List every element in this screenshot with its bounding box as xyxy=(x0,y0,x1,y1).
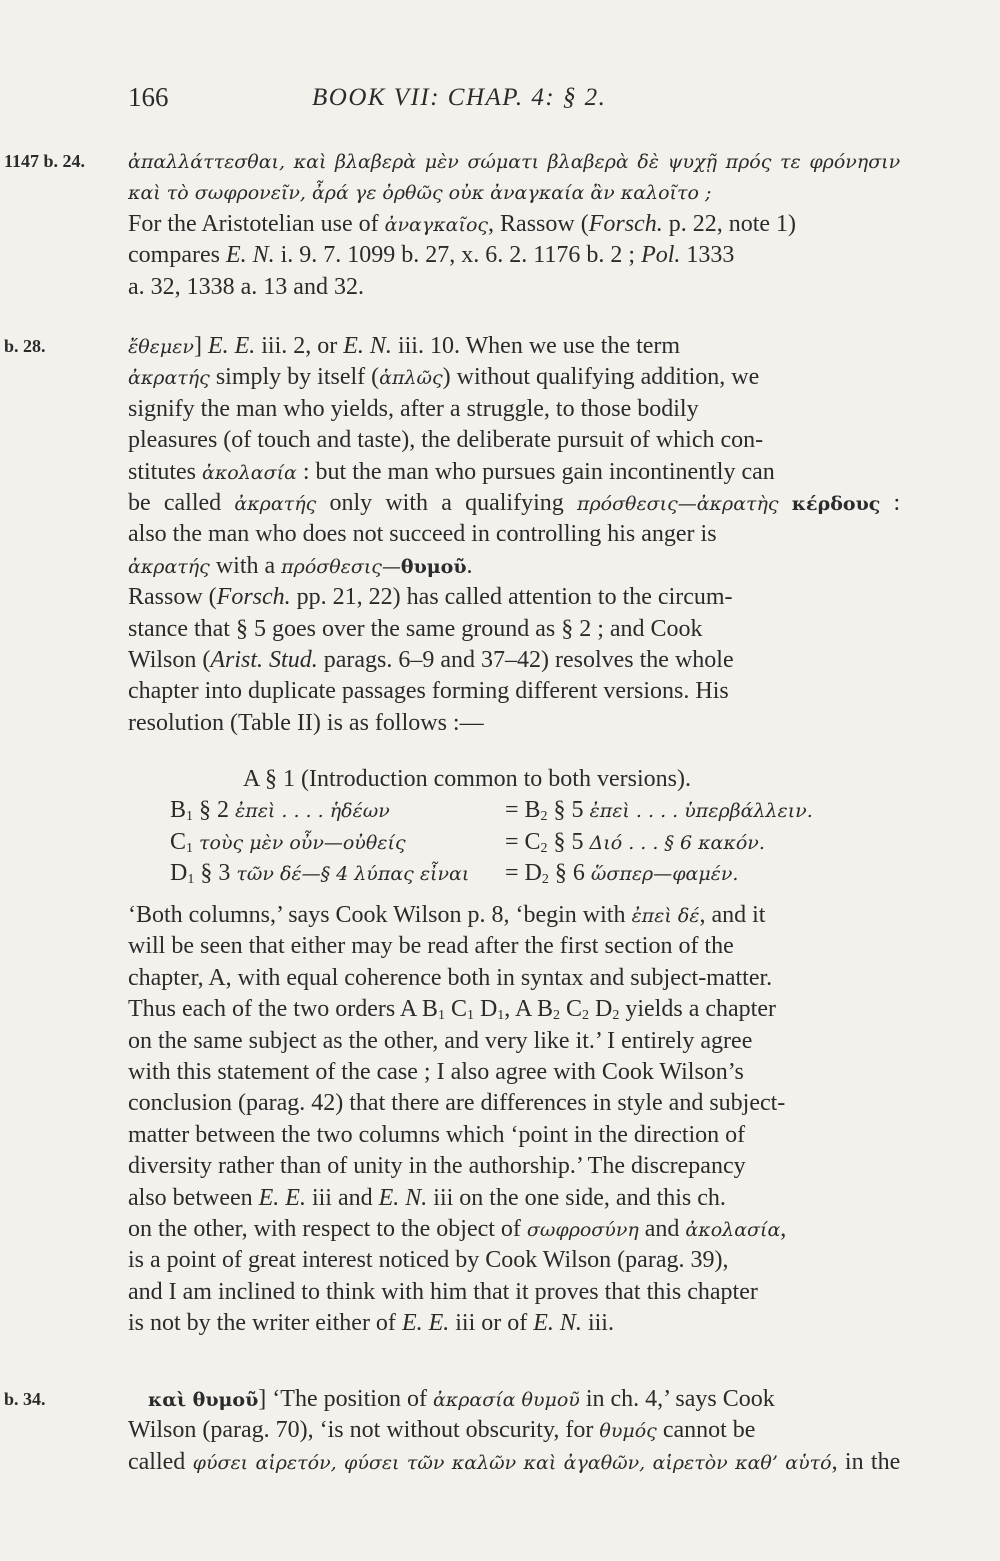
subscript: 1 xyxy=(497,1008,505,1024)
text-line xyxy=(128,708,484,738)
text-span: called xyxy=(128,1448,193,1475)
text-span: D xyxy=(589,996,613,1023)
text-line xyxy=(128,240,734,270)
line-reference: b. 28. xyxy=(4,336,46,356)
text-span: with a xyxy=(209,552,282,579)
text-line xyxy=(128,1447,900,1478)
table-row xyxy=(0,795,1000,825)
text-span: pleasures (of touch and taste), the deliberate pursuit of which con- xyxy=(128,427,764,454)
text-span: = C xyxy=(505,828,541,855)
text-span: 1333 xyxy=(680,242,735,269)
text-line xyxy=(128,1277,758,1307)
text-line xyxy=(128,582,733,612)
text-span: § 3 xyxy=(194,860,237,887)
text-span: will be seen that either may be read after the first section of the xyxy=(128,933,734,960)
text-line xyxy=(128,551,473,582)
text-span: cannot be xyxy=(656,1417,756,1444)
text-span: is a point of great interest noticed by Cook Wilson (parag. 39), xyxy=(128,1247,729,1274)
text-line xyxy=(128,177,711,208)
text-span: D xyxy=(170,860,188,887)
greek-text: ἀναγκαῖος xyxy=(384,213,489,236)
subscript: 2 xyxy=(582,1008,590,1024)
subscript: 1 xyxy=(187,872,195,888)
text-span: iii. 2, or xyxy=(255,333,344,359)
text-span: For the Aristotelian use of xyxy=(128,210,385,237)
text-span: D xyxy=(473,996,498,1023)
text-line xyxy=(128,676,729,706)
text-span: p. 22, note 1) xyxy=(662,210,797,237)
text-span: with this statement of the case ; I also agree with Cook Wilson’s xyxy=(128,1059,744,1085)
text-line xyxy=(128,963,772,993)
greek-text: ἀκολασία xyxy=(685,1219,781,1241)
text-span: a. 32, 1338 a. 13 and 32. xyxy=(128,273,364,300)
italic-text: E. N. xyxy=(225,242,275,269)
text-span: iii or of xyxy=(449,1310,534,1337)
subscript: 1 xyxy=(466,1008,474,1024)
text-span: compares xyxy=(128,242,226,269)
text-span: ] xyxy=(193,333,208,359)
text-span: stitutes xyxy=(128,458,203,485)
text-span: diversity rather than of unity in the authorship.’ The discrepancy xyxy=(128,1153,746,1180)
text-line xyxy=(128,488,900,519)
text-span: iii on the one side, and this ch. xyxy=(427,1184,726,1211)
italic-text: E. E. xyxy=(207,333,256,359)
greek-text: ἀκρασία θυμοῦ xyxy=(432,1389,580,1411)
greek-text: τῶν δέ—§ 4 λύπας εἶναι xyxy=(236,863,470,886)
text-span: and xyxy=(638,1216,686,1242)
text-span: in ch. 4,’ says Cook xyxy=(579,1386,775,1412)
text-span: chapter into duplicate passages forming different versions. His xyxy=(128,678,729,705)
greek-text: πρόσθεσις—ἀκρατὴς xyxy=(576,493,779,515)
text-span: ‘Both columns,’ says Cook Wilson p. 8, ‘begin with xyxy=(128,902,632,928)
text-line xyxy=(128,1245,728,1275)
text-span: = B xyxy=(505,797,541,824)
text-span: simply by itself ( xyxy=(209,364,380,391)
text-span: C xyxy=(444,996,467,1023)
text-line xyxy=(128,1308,614,1338)
text-span: resolution (Table II) is as follows :— xyxy=(128,709,484,736)
text-span: Wilson (parag. 70), ‘is not without obscurity, for xyxy=(128,1417,600,1444)
line-reference: 1147 b. 24. xyxy=(4,151,86,171)
text-span: only with a qualifying xyxy=(316,490,577,516)
text-span: § 5 xyxy=(547,797,590,824)
text-span: C xyxy=(560,996,583,1023)
text-span: pp. 21, 22) has called attention to the circum- xyxy=(290,584,733,611)
line-reference: b. 34. xyxy=(4,1389,46,1409)
text-line xyxy=(128,1088,785,1118)
text-span: : xyxy=(880,490,901,516)
table-cell-right xyxy=(505,858,738,895)
running-header xyxy=(0,82,1000,122)
text-span: . xyxy=(466,552,473,579)
text-line xyxy=(128,425,763,455)
italic-text: E. N. xyxy=(343,333,392,359)
greek-bold-text: θυμοῦ xyxy=(400,555,467,578)
text-line xyxy=(128,1214,786,1245)
greek-text: ὥσπερ—φαμέν. xyxy=(590,863,739,886)
subscript: 1 xyxy=(437,1008,445,1024)
table-row xyxy=(0,827,1000,857)
text-span: on the same subject as the other, and very like it.’ I entirely agree xyxy=(128,1027,753,1054)
text-span: § 6 xyxy=(548,860,591,887)
text-line xyxy=(128,1057,744,1087)
text-span: i. 9. 7. 1099 b. 27, x. 6. 2. 1176 b. 2 ; xyxy=(274,242,642,269)
text-line xyxy=(148,1384,775,1415)
text-span: parags. 6–9 and 37–42) resolves the whole xyxy=(317,647,734,673)
text-line xyxy=(128,457,775,488)
text-span: also between xyxy=(128,1184,259,1211)
greek-text: ἔθεμεν xyxy=(128,336,194,358)
greek-bold-text: καὶ θυμοῦ xyxy=(148,1389,259,1411)
greek-text: πρόσθεσις— xyxy=(281,555,401,578)
italic-text: E. N. xyxy=(378,1184,428,1211)
text-span: , Rassow ( xyxy=(488,210,589,237)
text-span: conclusion (parag. 42) that there are differences in style and subject- xyxy=(128,1090,786,1117)
text-span: signify the man who yields, after a struggle, to those bodily xyxy=(128,395,699,422)
subscript: 1 xyxy=(186,840,194,856)
text-span: stance that § 5 goes over the same ground as § 2 ; and Cook xyxy=(128,615,703,642)
text-span: iii and xyxy=(305,1184,379,1211)
subscript: 2 xyxy=(540,809,548,825)
greek-text: ἀπαλλάττεσθαι, καὶ βλαβερὰ μὲν σώματι βλαβερὰ δὲ ψυχῇ πρός τε φρόνησιν xyxy=(128,151,901,173)
page-number: 166 xyxy=(128,82,169,112)
text-span: ) without qualifying addition, we xyxy=(442,364,760,391)
text-line xyxy=(128,645,734,675)
text-span: iii. 10. When we use the term xyxy=(391,333,681,359)
text-span: : but the man who pursues gain incontinently can xyxy=(296,458,775,485)
subscript: 2 xyxy=(540,840,548,856)
text-span: is not by the writer either of xyxy=(128,1310,402,1337)
table-cell-left xyxy=(170,858,469,895)
italic-text: Pol. xyxy=(641,242,681,269)
text-line xyxy=(128,1151,746,1181)
text-span: also the man who does not succeed in controlling his anger is xyxy=(128,521,717,548)
text-line xyxy=(128,900,765,931)
text-span: , A B xyxy=(504,996,553,1023)
text-line xyxy=(128,1120,745,1150)
greek-bold-text: κέρδους xyxy=(791,493,881,515)
text-span: Thus each of the two orders A B xyxy=(128,996,438,1023)
text-line xyxy=(128,362,759,393)
text-span: , xyxy=(780,1216,787,1242)
text-span: and I am inclined to think with him that it proves that this chapter xyxy=(128,1278,758,1305)
text-line xyxy=(128,146,900,177)
text-span: C xyxy=(170,828,187,855)
text-span: yields a chapter xyxy=(619,996,776,1023)
greek-text: τοὺς μὲν οὖν—οὐθείς xyxy=(199,831,406,854)
text-span: iii. xyxy=(581,1310,614,1337)
text-line xyxy=(128,331,680,362)
greek-text: ἀκολασία xyxy=(202,461,297,484)
text-line xyxy=(128,1026,752,1056)
text-line xyxy=(128,272,364,302)
text-span: § 2 xyxy=(193,797,236,824)
running-title: BOOK VII: CHAP. 4: § 2. xyxy=(312,84,607,111)
greek-text: ἐπεὶ δέ xyxy=(631,905,700,927)
greek-text: σωφροσύνη xyxy=(526,1219,639,1241)
greek-text: Διό . . . § 6 κακόν. xyxy=(589,831,765,854)
text-span: matter between the two columns which ‘point in the direction of xyxy=(128,1121,746,1148)
text-span: be called xyxy=(128,490,235,516)
italic-text: E. N. xyxy=(533,1310,582,1337)
text-span: , and it xyxy=(699,902,766,928)
text-line xyxy=(128,1415,755,1446)
greek-text: θυμός xyxy=(599,1420,657,1443)
italic-text: Forsch. xyxy=(216,584,291,611)
table-intro: A § 1 (Introduction common to both versions). xyxy=(243,766,691,792)
subscript: 2 xyxy=(553,1008,560,1024)
subscript: 1 xyxy=(186,809,194,825)
italic-text: E. E. xyxy=(401,1310,450,1337)
subscript: 2 xyxy=(541,872,549,888)
text-span: Rassow ( xyxy=(128,584,217,611)
subscript: 2 xyxy=(612,1008,620,1024)
greek-text: ἀκρατής xyxy=(128,367,210,390)
text-line xyxy=(128,614,703,644)
greek-text: ἁπλῶς xyxy=(379,367,443,390)
text-span: B xyxy=(170,797,187,824)
greek-text: ἐπεὶ . . . . ὑπερβάλλειν. xyxy=(589,800,813,823)
greek-text: ἀκρατής xyxy=(128,555,210,578)
text-line xyxy=(128,394,699,424)
text-span xyxy=(779,490,792,516)
greek-text: καὶ τὸ σωφρονεῖν, ἆρά γε ὀρθῶς οὐκ ἀναγκαία ἂν καλοῖτο ; xyxy=(128,182,712,205)
text-span: , in the xyxy=(831,1448,901,1475)
text-span: on the other, with respect to the object of xyxy=(128,1216,527,1242)
text-span: = D xyxy=(505,860,542,887)
greek-text: ἀκρατής xyxy=(234,493,317,515)
table-row xyxy=(0,858,1000,888)
text-line xyxy=(128,519,717,549)
greek-text: ἐπεὶ . . . . ἡδέων xyxy=(235,800,390,823)
text-line xyxy=(128,931,734,961)
text-span: Wilson ( xyxy=(128,647,211,673)
text-line xyxy=(128,1183,726,1213)
text-span: § 5 xyxy=(547,828,590,855)
text-line xyxy=(128,209,796,240)
greek-text: φύσει αἱρετόν, φύσει τῶν καλῶν καὶ ἀγαθῶν, αἱρετὸν καθ’ αὑτό xyxy=(192,1451,832,1474)
italic-text: E. E. xyxy=(258,1184,306,1211)
text-span: ] ‘The position of xyxy=(258,1386,433,1412)
italic-text: Forsch. xyxy=(588,210,663,237)
text-span: chapter, A, with equal coherence both in syntax and subject-matter. xyxy=(128,964,773,991)
italic-text: Arist. Stud. xyxy=(210,647,318,673)
